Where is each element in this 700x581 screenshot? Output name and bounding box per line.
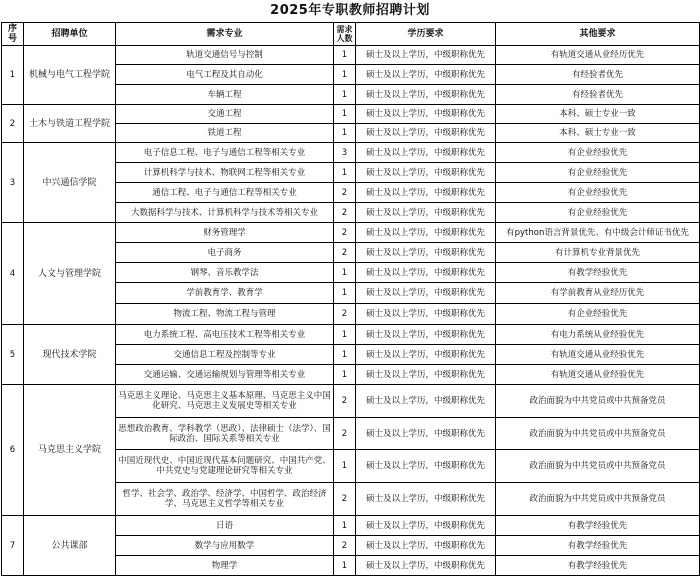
cell-major: 电气工程及其自动化 [116, 65, 334, 85]
table-row [2, 385, 700, 418]
cell-major: 大数据科学与技术、计算机科学与技术等相关专业 [116, 203, 334, 223]
table-row [2, 516, 700, 536]
cell-count: 2 [334, 536, 356, 556]
cell-education: 硕士及以上学历，中级职称优先 [356, 163, 496, 183]
table-row [2, 325, 700, 345]
cell-count: 1 [334, 556, 356, 576]
cell-unit: 现代技术学院 [24, 325, 116, 385]
cell-education: 硕士及以上学历，中级职称优先 [356, 143, 496, 163]
cell-education: 硕士及以上学历，中级职称优先 [356, 304, 496, 325]
cell-education: 硕士及以上学历，中级职称优先 [356, 85, 496, 105]
cell-other: 有企业经验优先 [496, 163, 700, 183]
table-row [2, 105, 700, 124]
cell-index: 7 [2, 516, 24, 576]
cell-other: 政治面貌为中共党员或中共预备党员 [496, 450, 700, 483]
cell-index: 1 [2, 46, 24, 105]
cell-unit: 土木与铁道工程学院 [24, 105, 116, 143]
cell-major: 车辆工程 [116, 85, 334, 105]
cell-major: 物理学 [116, 556, 334, 576]
cell-major: 哲学、社会学、政治学、经济学、中国哲学、政治经济学、马克思主义哲学等相关专业 [116, 483, 334, 516]
cell-other: 有教学经验优先 [496, 536, 700, 556]
cell-other: 有轨道交通从业经验优先 [496, 345, 700, 365]
cell-major: 电子信息工程、电子与通信工程等相关专业 [116, 143, 334, 163]
header-unit: 招聘单位 [24, 23, 116, 46]
cell-unit: 公共课部 [24, 516, 116, 576]
cell-count: 1 [334, 163, 356, 183]
cell-education: 硕士及以上学历，中级职称优先 [356, 46, 496, 65]
cell-count: 2 [334, 203, 356, 223]
cell-other: 政治面貌为中共党员或中共预备党员 [496, 418, 700, 450]
cell-count: 2 [334, 243, 356, 263]
cell-unit: 机械与电气工程学院 [24, 46, 116, 105]
cell-other: 有教学经验优先 [496, 516, 700, 536]
cell-count: 1 [334, 65, 356, 85]
cell-other: 政治面貌为中共党员或中共预备党员 [496, 385, 700, 418]
table-row [2, 46, 700, 65]
cell-other: 有轨道交通从业经历优先 [496, 46, 700, 65]
cell-count: 1 [334, 365, 356, 385]
header-other: 其他要求 [496, 23, 700, 46]
cell-education: 硕士及以上学历，中级职称优先 [356, 203, 496, 223]
cell-education: 硕士及以上学历，中级职称优先 [356, 483, 496, 516]
cell-count: 1 [334, 124, 356, 143]
cell-education: 硕士及以上学历，中级职称优先 [356, 105, 496, 124]
cell-major: 钢琴、音乐教学法 [116, 263, 334, 283]
cell-major: 交通工程 [116, 105, 334, 124]
recruitment-table [1, 22, 700, 576]
cell-other: 有企业经验优先 [496, 183, 700, 203]
cell-other: 有企业经验优先 [496, 304, 700, 325]
cell-count: 1 [334, 345, 356, 365]
cell-count: 2 [334, 223, 356, 243]
cell-education: 硕士及以上学历，中级职称优先 [356, 536, 496, 556]
cell-major: 通信工程、电子与通信工程等相关专业 [116, 183, 334, 203]
cell-unit: 人文与管理学院 [24, 223, 116, 325]
cell-major: 电子商务 [116, 243, 334, 263]
cell-education: 硕士及以上学历，中级职称优先 [356, 325, 496, 345]
cell-count: 2 [334, 304, 356, 325]
cell-count: 3 [334, 143, 356, 163]
cell-unit: 马克思主义学院 [24, 385, 116, 516]
cell-major: 财务管理学 [116, 223, 334, 243]
cell-count: 2 [334, 183, 356, 203]
cell-major: 学前教育学、教育学 [116, 283, 334, 304]
cell-major: 电力系统工程、高电压技术工程等相关专业 [116, 325, 334, 345]
cell-other: 有电力系统从业经验优先 [496, 325, 700, 345]
cell-education: 硕士及以上学历，中级职称优先 [356, 283, 496, 304]
header-count: 需求人数 [334, 23, 356, 46]
cell-other: 有企业经验优先 [496, 203, 700, 223]
cell-other: 有轨道交通从业经验优先 [496, 365, 700, 385]
cell-education: 硕士及以上学历，中级职称优先 [356, 65, 496, 85]
cell-education: 硕士及以上学历，中级职称优先 [356, 365, 496, 385]
cell-education: 硕士及以上学历，中级职称优先 [356, 345, 496, 365]
cell-major: 轨道交通信号与控制 [116, 46, 334, 65]
cell-unit: 中兴通信学院 [24, 143, 116, 223]
cell-education: 硕士及以上学历，中级职称优先 [356, 516, 496, 536]
cell-count: 2 [334, 483, 356, 516]
cell-count: 1 [334, 85, 356, 105]
cell-major: 数学与应用数学 [116, 536, 334, 556]
header-education: 学历要求 [356, 23, 496, 46]
table-row [2, 223, 700, 243]
cell-count: 2 [334, 418, 356, 450]
cell-other: 有计算机专业背景优先 [496, 243, 700, 263]
cell-major: 交通运输、交通运输规划与管理等相关专业 [116, 365, 334, 385]
cell-major: 日语 [116, 516, 334, 536]
cell-major: 物流工程、物流工程与管理 [116, 304, 334, 325]
cell-major: 思想政治教育、学科教学（思政）、法律硕士（法学）、国际政治、国际关系等相关专业 [116, 418, 334, 450]
cell-education: 硕士及以上学历，中级职称优先 [356, 243, 496, 263]
cell-major: 中国近现代史、中国近现代基本问题研究、中国共产党、中共党史与党建理论研究等相关专业 [116, 450, 334, 483]
cell-education: 硕士及以上学历，中级职称优先 [356, 263, 496, 283]
cell-index: 2 [2, 105, 24, 143]
cell-other: 有教学经验优先 [496, 556, 700, 576]
header-major: 需求专业 [116, 23, 334, 46]
cell-index: 4 [2, 223, 24, 325]
cell-count: 1 [334, 105, 356, 124]
header-index: 序号 [2, 23, 24, 46]
header-row [2, 23, 700, 46]
cell-count: 1 [334, 325, 356, 345]
cell-other: 有企业经验优先 [496, 143, 700, 163]
cell-index: 3 [2, 143, 24, 223]
cell-other: 有python语言背景优先、有中级会计师证书优先 [496, 223, 700, 243]
cell-major: 铁道工程 [116, 124, 334, 143]
cell-index: 5 [2, 325, 24, 385]
cell-other: 有学前教育从业经历优先 [496, 283, 700, 304]
cell-other: 本科、硕士专业一致 [496, 124, 700, 143]
cell-education: 硕士及以上学历，中级职称优先 [356, 183, 496, 203]
page-title: 2025年专职教师招聘计划 [270, 3, 430, 18]
cell-education: 硕士及以上学历，中级职称优先 [356, 450, 496, 483]
cell-education: 硕士及以上学历，中级职称优先 [356, 223, 496, 243]
cell-index: 6 [2, 385, 24, 516]
cell-count: 1 [334, 46, 356, 65]
cell-count: 1 [334, 283, 356, 304]
cell-other: 有教学经验优先 [496, 263, 700, 283]
cell-other: 有经验者优先 [496, 65, 700, 85]
cell-education: 硕士及以上学历，中级职称优先 [356, 385, 496, 418]
cell-count: 1 [334, 450, 356, 483]
cell-major: 马克思主义理论、马克思主义基本原理、马克思主义中国化研究、马克思主义发展史等相关专业 [116, 385, 334, 418]
cell-count: 1 [334, 263, 356, 283]
cell-count: 2 [334, 385, 356, 418]
cell-education: 硕士及以上学历，中级职称优先 [356, 124, 496, 143]
table-body [2, 46, 700, 576]
cell-major: 计算机科学与技术、物联网工程等相关专业 [116, 163, 334, 183]
cell-other: 有经验者优先 [496, 85, 700, 105]
cell-other: 政治面貌为中共党员或中共预备党员 [496, 483, 700, 516]
cell-major: 交通信息工程及控制等专业 [116, 345, 334, 365]
cell-education: 硕士及以上学历，中级职称优先 [356, 418, 496, 450]
cell-other: 本科、硕士专业一致 [496, 105, 700, 124]
table-row [2, 143, 700, 163]
cell-education: 硕士及以上学历，中级职称优先 [356, 556, 496, 576]
cell-count: 1 [334, 516, 356, 536]
